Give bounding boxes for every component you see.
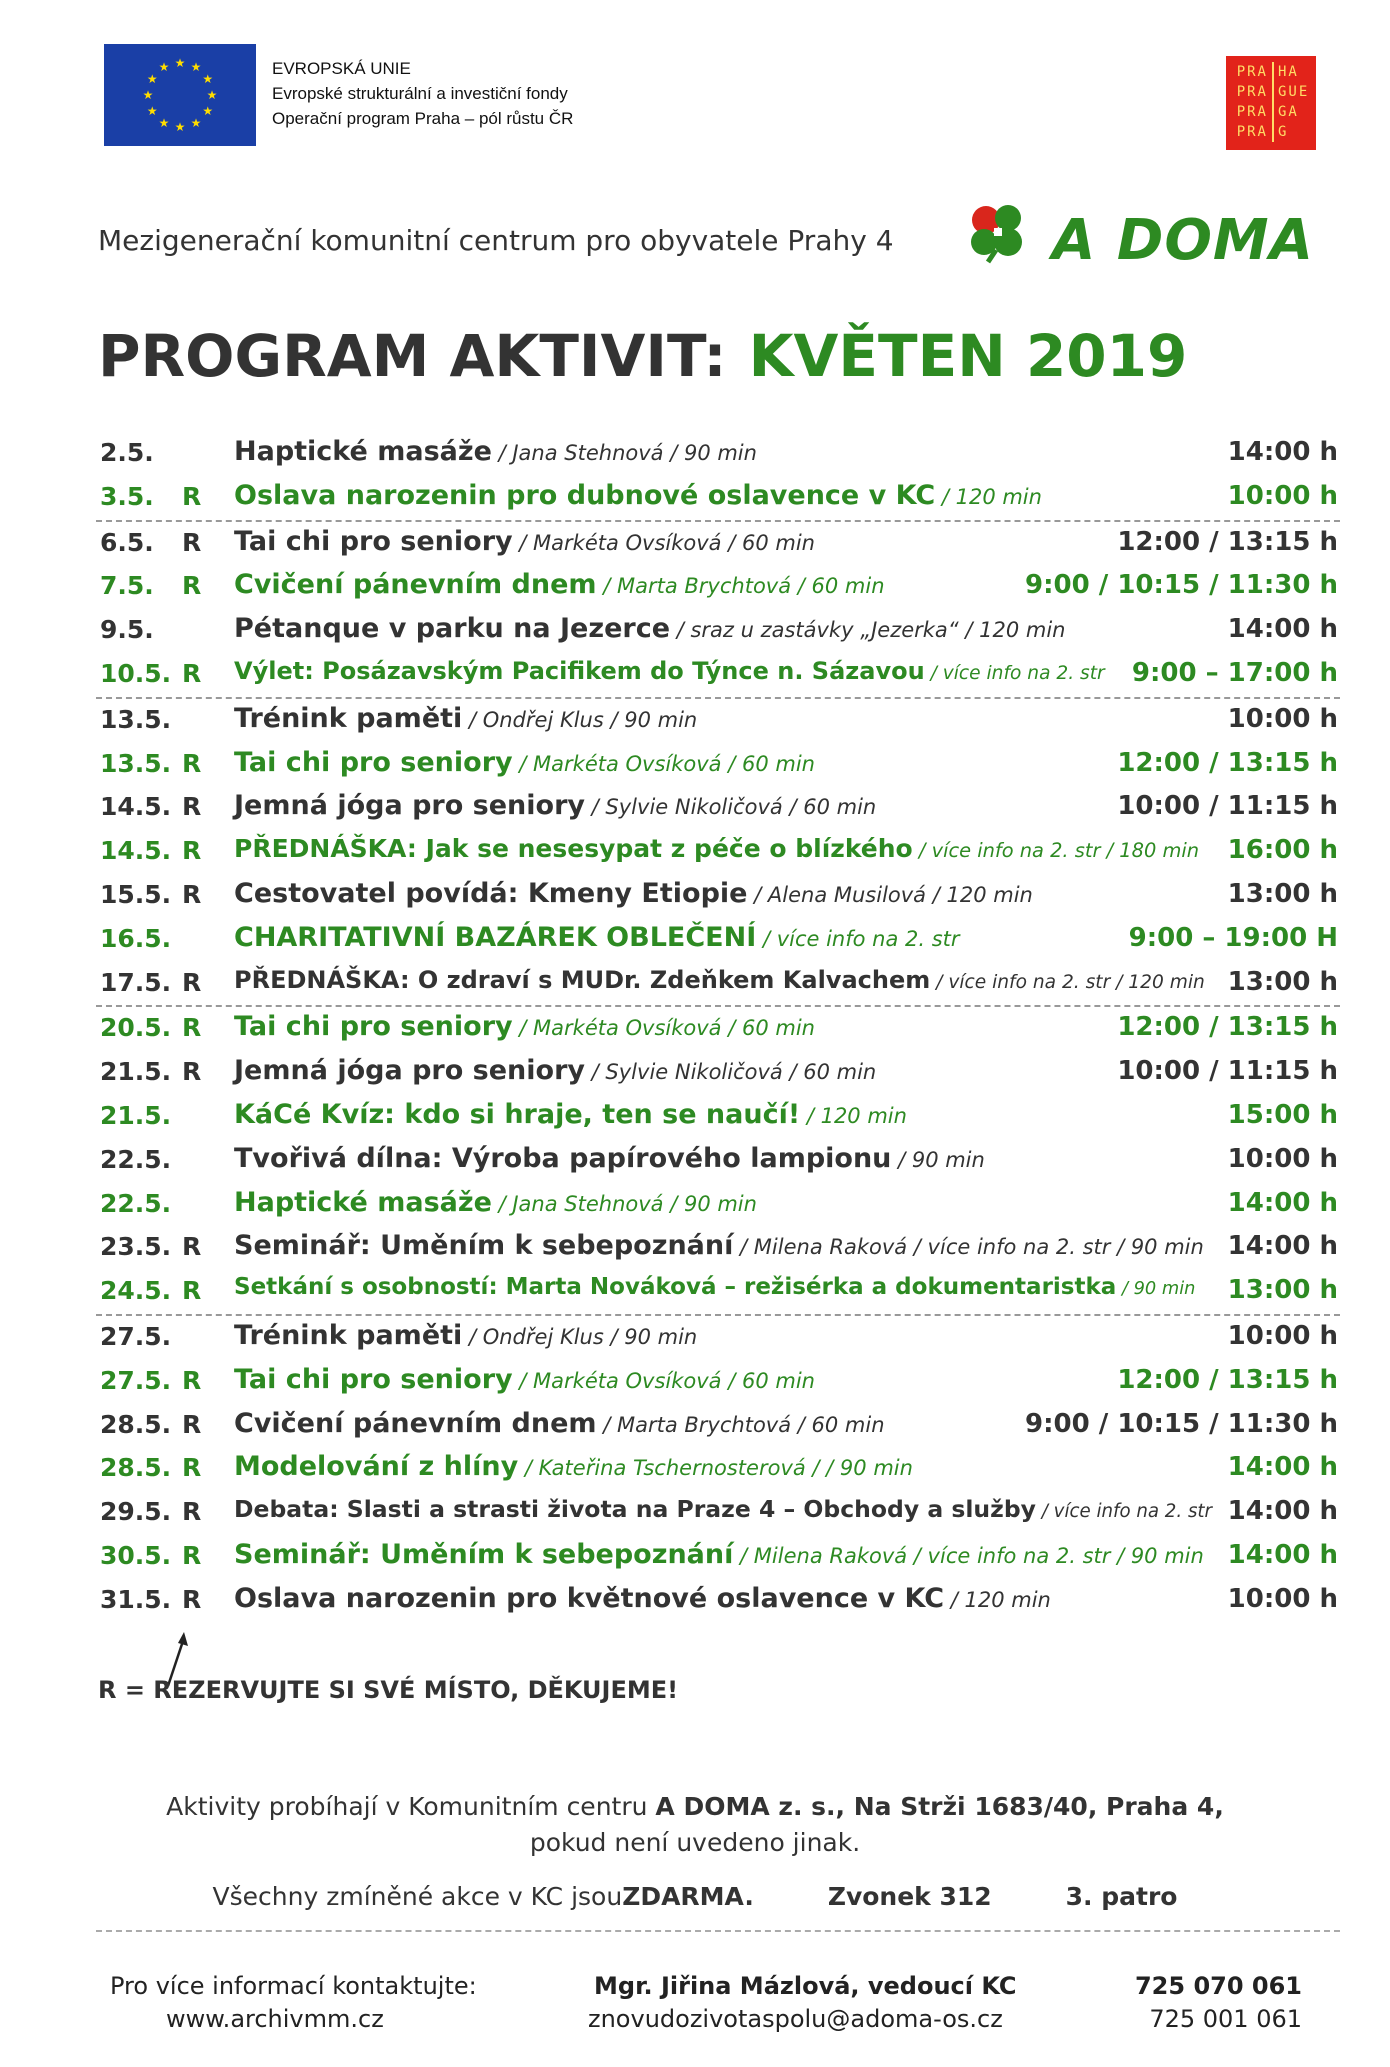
contact-person: Mgr. Jiřina Mázlová, vedoucí KC	[594, 1972, 1017, 2000]
schedule-activity	[234, 966, 1205, 994]
activity-details: / více info na 2. str	[924, 662, 1105, 684]
schedule-activity	[234, 1055, 876, 1086]
activity-name: Oslava narozenin pro květnové oslavence v KC	[234, 1582, 945, 1614]
schedule-activity	[234, 1451, 913, 1482]
activity-name: CHARITATIVNÍ BAZÁREK OBLEČENÍ	[234, 921, 757, 953]
activity-name: Haptické masáže	[234, 436, 492, 467]
reservation-flag: R	[182, 1365, 202, 1395]
activity-details: / 90 min	[891, 1147, 985, 1172]
activity-details: / Ondřej Klus / 90 min	[462, 1324, 698, 1349]
schedule-date: 2.5.	[100, 438, 154, 467]
activity-details: / Markéta Ovsíková / 60 min	[512, 751, 815, 776]
schedule-activity	[234, 1495, 1212, 1523]
schedule-activity	[234, 1099, 907, 1130]
activity-details: / Markéta Ovsíková / 60 min	[512, 530, 815, 555]
contact-phone-2: 725 001 061	[1149, 2005, 1302, 2033]
activity-name: Trénink paměti	[234, 702, 463, 734]
reservation-flag: R	[182, 1013, 202, 1043]
info-line-2: pokud není uvedeno jinak.	[529, 1828, 861, 1857]
reservation-flag: R	[182, 748, 202, 778]
schedule-date: 28.5.	[100, 1409, 172, 1439]
schedule-time: 14:00 h	[1227, 1452, 1338, 1483]
activity-name: Tai chi pro seniory	[234, 1363, 513, 1395]
page-title	[98, 322, 1187, 390]
activity-name: Tvořivá dílna: Výroba papírového lampionu	[234, 1142, 892, 1174]
activity-name: Cvičení pánevním dnem	[234, 569, 597, 601]
schedule-row	[96, 1226, 1340, 1270]
schedule-date: 28.5.	[100, 1453, 172, 1483]
reservation-flag: R	[182, 481, 202, 511]
schedule-row	[96, 1139, 1340, 1183]
praha-logo-left: PRA	[1236, 84, 1268, 100]
schedule-row	[96, 874, 1340, 918]
schedule-row	[96, 1404, 1340, 1448]
schedule-date: 27.5.	[100, 1321, 172, 1351]
footer-divider	[96, 1930, 1340, 1932]
title-prefix: PROGRAM AKTIVIT:	[98, 322, 727, 390]
schedule-date: 22.5.	[100, 1144, 172, 1174]
activity-details: / Milena Raková / více info na 2. str / 90 min	[733, 1235, 1204, 1260]
activity-details: / Ondřej Klus / 90 min	[462, 707, 698, 732]
activity-details: / Alena Musilová / 120 min	[747, 882, 1033, 907]
eu-star-icon: ★	[190, 115, 202, 130]
schedule-activity	[234, 569, 885, 600]
schedule-activity	[234, 790, 876, 821]
schedule-activity	[234, 1364, 815, 1395]
website-link[interactable]: www.archivmm.cz	[166, 2005, 384, 2033]
activity-details: / více info na 2. str / 120 min	[930, 971, 1205, 993]
schedule-time: 10:00 / 11:15 h	[1117, 791, 1338, 822]
schedule-activity	[234, 1583, 1051, 1614]
info-bell: Zvonek 312	[827, 1882, 992, 1911]
info-line-1-address: A DOMA z. s., Na Strži 1683/40, Praha 4,	[655, 1792, 1224, 1821]
contact-label: Pro více informací kontaktujte:	[110, 1972, 477, 2000]
schedule-activity	[234, 922, 960, 953]
schedule-time: 12:00 / 13:15 h	[1117, 526, 1338, 557]
info-line-1	[0, 1792, 1390, 1821]
schedule-time: 12:00 / 13:15 h	[1117, 1364, 1338, 1395]
eu-star-icon: ★	[202, 72, 214, 86]
schedule-date: 9.5.	[100, 615, 154, 645]
schedule-activity	[234, 480, 1042, 511]
activity-details: / více info na 2. str / 180 min	[912, 839, 1200, 863]
activity-name: Tai chi pro seniory	[234, 1011, 513, 1043]
reservation-flag: R	[182, 1497, 202, 1527]
schedule-time: 9:00 – 19:00 H	[1128, 922, 1338, 953]
praha-logo-left: PRA	[1236, 104, 1268, 120]
activity-name: PŘEDNÁŠKA: O zdraví s MUDr. Zdeňkem Kalvachem	[234, 965, 931, 994]
activity-details: / 120 min	[800, 1103, 907, 1128]
activity-name: Setkání s osobností: Marta Nováková – režisérka a dokumentaristka	[234, 1274, 1117, 1301]
schedule-activity	[234, 1011, 815, 1042]
schedule-date: 15.5.	[100, 879, 172, 909]
activity-name: Tai chi pro seniory	[234, 525, 513, 557]
praha-logo-right: GUE	[1278, 84, 1310, 100]
reservation-flag: R	[182, 1540, 202, 1570]
activity-name: KáCé Kvíz: kdo si hraje, ten se naučí!	[234, 1098, 801, 1130]
activity-name: Cestovatel povídá: Kmeny Etiopie	[234, 877, 748, 909]
schedule-time: 13:00 h	[1227, 966, 1338, 997]
eu-star-icon: ★	[202, 104, 214, 118]
praha-logo	[1226, 56, 1316, 150]
schedule-row	[96, 565, 1340, 609]
schedule-row	[96, 1579, 1340, 1623]
schedule-date: 3.5.	[100, 481, 154, 511]
schedule-time: 9:00 – 17:00 h	[1131, 657, 1338, 688]
schedule-date: 22.5.	[100, 1188, 172, 1218]
eu-star-icon: ★	[158, 115, 170, 130]
activity-name: Haptické masáže	[234, 1186, 492, 1218]
schedule-time: 14:00 h	[1227, 1539, 1338, 1570]
schedule-time: 9:00 / 10:15 / 11:30 h	[1025, 1408, 1338, 1439]
schedule-date: 13.5.	[100, 704, 172, 734]
activity-details: / Marta Brychtová / 60 min	[596, 1412, 885, 1437]
schedule-row	[96, 1491, 1340, 1535]
praha-logo-row	[1226, 102, 1316, 122]
reservation-flag: R	[182, 571, 202, 601]
schedule-time: 10:00 h	[1227, 480, 1338, 511]
activity-name: Výlet: Posázavským Pacifikem do Týnce n. Sázavou	[234, 656, 925, 685]
activity-details: / Jana Stehnová / 90 min	[491, 1191, 757, 1216]
praha-logo-left: PRA	[1236, 124, 1268, 140]
activity-name: Modelování z hlíny	[234, 1451, 519, 1483]
eu-line-1: EVROPSKÁ UNIE	[272, 59, 411, 78]
reservation-flag: R	[182, 658, 202, 688]
eu-star-icon: ★	[142, 88, 154, 102]
activity-name: Seminář: Uměním k sebepoznání	[234, 1538, 734, 1570]
schedule-row	[96, 1270, 1340, 1314]
contact-phone-1: 725 070 061	[1134, 1972, 1302, 2000]
schedule-activity	[234, 1230, 1204, 1261]
schedule-time: 10:00 h	[1227, 703, 1338, 734]
schedule-time: 14:00 h	[1227, 614, 1338, 645]
reservation-flag: R	[182, 1057, 202, 1087]
schedule-activity	[234, 1539, 1204, 1570]
activity-name: Trénink paměti	[234, 1319, 463, 1351]
reservation-flag: R	[182, 1453, 202, 1483]
schedule-date: 21.5.	[100, 1057, 172, 1087]
activity-details: / Markéta Ovsíková / 60 min	[512, 1368, 815, 1393]
schedule-time: 9:00 / 10:15 / 11:30 h	[1025, 570, 1338, 601]
praha-logo-right: GA	[1278, 104, 1299, 120]
schedule-activity	[234, 436, 757, 467]
praha-logo-row	[1226, 82, 1316, 102]
schedule-date: 16.5.	[100, 923, 172, 953]
schedule-activity	[234, 834, 1199, 863]
schedule-row	[96, 786, 1340, 830]
schedule-activity	[234, 657, 1105, 685]
schedule-row	[96, 1316, 1340, 1360]
schedule-time: 14:00 h	[1227, 1231, 1338, 1262]
eu-line-3: Operační program Praha – pól růstu ČR	[272, 109, 574, 128]
schedule-date: 23.5.	[100, 1232, 172, 1262]
info-free-text: Všechny zmíněné akce v KC jsou	[212, 1882, 623, 1911]
schedule-row	[96, 830, 1340, 874]
schedule-activity	[234, 1143, 985, 1174]
schedule-time: 12:00 / 13:15 h	[1117, 1012, 1338, 1043]
activity-details: / 90 min	[1116, 1278, 1196, 1300]
schedule-row	[96, 918, 1340, 962]
schedule-row	[96, 1183, 1340, 1227]
schedule-time: 12:00 / 13:15 h	[1117, 747, 1338, 778]
activity-name: Jemná jóga pro seniory	[234, 1055, 585, 1087]
contact-email[interactable]: znovudozivotaspolu@adoma-os.cz	[588, 2005, 1003, 2033]
reservation-flag: R	[182, 1232, 202, 1262]
schedule-activity	[234, 526, 815, 557]
praha-logo-row	[1226, 122, 1316, 142]
schedule-date: 24.5.	[100, 1276, 172, 1306]
schedule-row	[96, 1095, 1340, 1139]
schedule-time: 14:00 h	[1227, 437, 1338, 467]
praha-logo-right: HA	[1278, 64, 1299, 80]
schedule-activity	[234, 613, 1065, 644]
schedule-activity	[234, 1320, 697, 1351]
schedule-date: 6.5.	[100, 527, 154, 557]
eu-star-icon: ★	[206, 88, 218, 102]
reservation-flag: R	[182, 836, 202, 866]
eu-funding-text	[272, 56, 573, 131]
schedule-row	[96, 962, 1340, 1006]
schedule-time: 13:00 h	[1227, 878, 1338, 909]
schedule-time: 10:00 h	[1227, 1583, 1338, 1614]
schedule-row	[96, 1447, 1340, 1491]
eu-line-2: Evropské strukturální a investiční fondy	[272, 84, 568, 103]
reservation-flag: R	[182, 1276, 202, 1306]
activity-schedule	[96, 432, 1340, 1623]
schedule-date: 7.5.	[100, 571, 154, 601]
schedule-date: 14.5.	[100, 792, 172, 822]
praha-logo-row	[1226, 62, 1316, 82]
schedule-date: 13.5.	[100, 748, 172, 778]
activity-details: / Milena Raková / více info na 2. str / 90 min	[733, 1543, 1204, 1568]
activity-details: / 120 min	[935, 484, 1042, 509]
info-floor: 3. patro	[1065, 1882, 1178, 1911]
reservation-flag: R	[182, 967, 202, 997]
schedule-date: 31.5.	[100, 1584, 172, 1614]
eu-star-icon: ★	[146, 104, 158, 118]
activity-details: / více info na 2. str	[1035, 1501, 1213, 1523]
schedule-row	[96, 432, 1340, 476]
activity-name: Seminář: Uměním k sebepoznání	[234, 1230, 734, 1262]
schedule-time: 16:00 h	[1227, 835, 1338, 866]
reservation-flag: R	[182, 527, 202, 557]
activity-details: / Markéta Ovsíková / 60 min	[512, 1016, 815, 1041]
title-month: KVĚTEN 2019	[748, 322, 1188, 390]
schedule-row	[96, 1535, 1340, 1579]
schedule-date: 21.5.	[100, 1100, 172, 1130]
praha-logo-right: G	[1278, 124, 1289, 140]
praha-logo-left: PRA	[1236, 64, 1268, 80]
eu-flag-logo	[104, 44, 256, 146]
activity-name: Tai chi pro seniory	[234, 746, 513, 778]
schedule-date: 20.5.	[100, 1013, 172, 1043]
schedule-row	[96, 1360, 1340, 1404]
schedule-row	[96, 653, 1340, 697]
schedule-date: 27.5.	[100, 1365, 172, 1395]
schedule-date: 29.5.	[100, 1497, 172, 1527]
eu-star-icon: ★	[174, 56, 186, 70]
schedule-date: 17.5.	[100, 967, 172, 997]
activity-details: / Jana Stehnová / 90 min	[491, 441, 757, 465]
schedule-row	[96, 1051, 1340, 1095]
reservation-flag: R	[182, 879, 202, 909]
schedule-activity	[234, 878, 1033, 909]
reservation-flag: R	[182, 1584, 202, 1614]
schedule-activity	[234, 703, 697, 734]
activity-name: Debata: Slasti a strasti života na Praze 4 – Obchody a služby	[234, 1495, 1036, 1524]
info-free-bold: ZDARMA.	[622, 1882, 754, 1911]
reservation-flag: R	[182, 1409, 202, 1439]
activity-name: Cvičení pánevním dnem	[234, 1407, 597, 1439]
info-line-3	[0, 1882, 1390, 1911]
eu-star-icon: ★	[190, 60, 202, 75]
activity-details: / Sylvie Nikoličová / 60 min	[585, 1060, 877, 1085]
clover-icon	[964, 202, 1032, 264]
activity-name: Jemná jóga pro seniory	[234, 790, 585, 822]
schedule-activity	[234, 1187, 757, 1218]
schedule-time: 14:00 h	[1227, 1496, 1338, 1527]
activity-details: / 120 min	[944, 1587, 1051, 1612]
schedule-time: 10:00 / 11:15 h	[1117, 1056, 1338, 1087]
reservation-note: R = REZERVUJTE SI SVÉ MÍSTO, DĚKUJEME!	[98, 1676, 679, 1704]
schedule-row	[96, 476, 1340, 520]
schedule-row	[96, 699, 1340, 743]
reservation-flag: R	[182, 792, 202, 822]
schedule-time: 10:00 h	[1227, 1320, 1338, 1351]
adoma-brand: A DOMA	[1052, 208, 1314, 273]
activity-details: / sraz u zastávky „Jezerka“ / 120 min	[670, 618, 1066, 643]
schedule-date: 30.5.	[100, 1540, 172, 1570]
schedule-row	[96, 609, 1340, 653]
schedule-date: 14.5.	[100, 836, 172, 866]
activity-name: Pétanque v parku na Jezerce	[234, 613, 671, 645]
activity-name: Oslava narozenin pro dubnové oslavence v KC	[234, 479, 936, 511]
info-line-1-text: Aktivity probíhají v Komunitním centru	[166, 1792, 656, 1821]
schedule-time: 13:00 h	[1227, 1275, 1338, 1306]
schedule-activity	[234, 1408, 885, 1439]
schedule-time: 14:00 h	[1227, 1187, 1338, 1218]
schedule-activity	[234, 747, 815, 778]
activity-name: PŘEDNÁŠKA: Jak se nesesypat z péče o blízkého	[234, 834, 913, 864]
eu-star-icon: ★	[146, 72, 158, 86]
eu-star-icon: ★	[174, 120, 186, 134]
schedule-row	[96, 743, 1340, 787]
schedule-activity	[234, 1274, 1195, 1300]
schedule-row	[96, 1007, 1340, 1051]
activity-details: / Marta Brychtová / 60 min	[596, 574, 885, 599]
schedule-time: 15:00 h	[1227, 1099, 1338, 1130]
schedule-time: 10:00 h	[1227, 1143, 1338, 1174]
activity-details: / více info na 2. str	[756, 926, 960, 951]
center-subtitle: Mezigenerační komunitní centrum pro obyvatele Prahy 4	[98, 224, 894, 257]
schedule-row	[96, 522, 1340, 566]
activity-details: / Kateřina Tschernosterová / / 90 min	[518, 1456, 913, 1481]
activity-details: / Sylvie Nikoličová / 60 min	[585, 795, 877, 820]
eu-star-icon: ★	[158, 60, 170, 75]
schedule-date: 10.5.	[100, 658, 172, 688]
